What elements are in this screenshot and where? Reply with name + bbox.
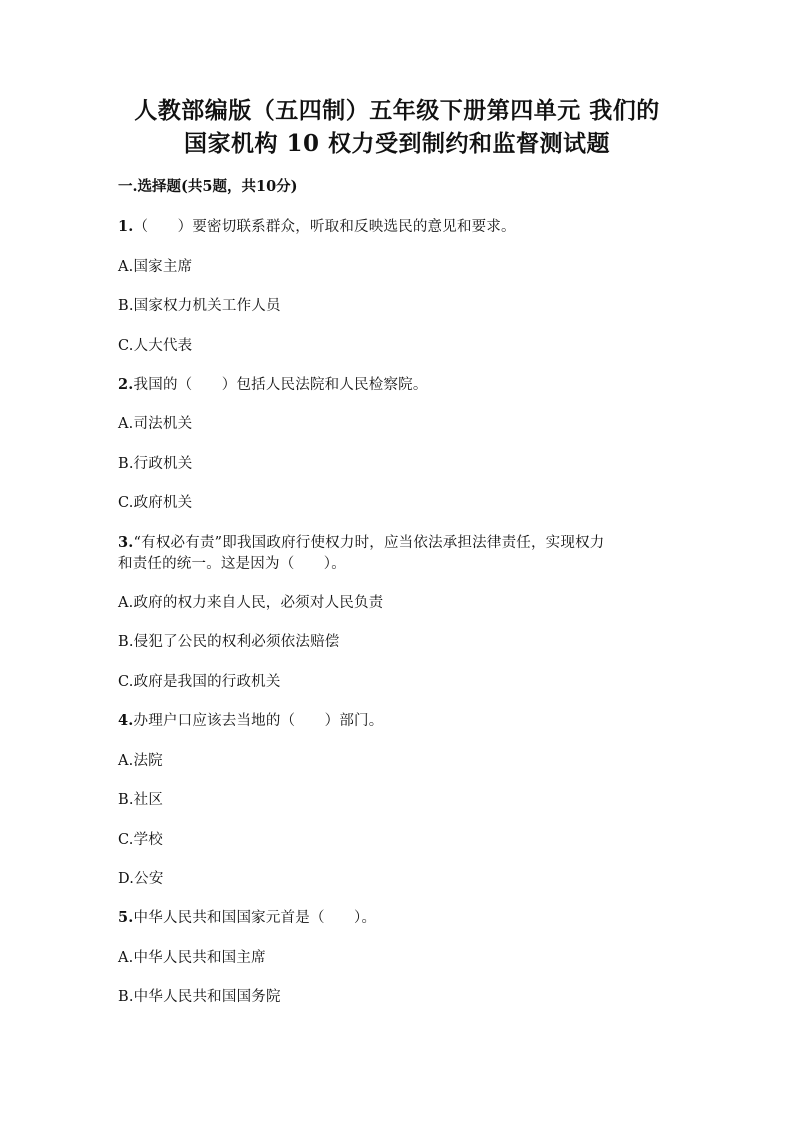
question-1-option-c: C.人大代表 xyxy=(118,338,193,354)
question-1-option-b: B.国家权力机关工作人员 xyxy=(118,298,281,314)
question-3-stem-line-1 xyxy=(118,532,604,554)
question-4-stem xyxy=(118,710,383,732)
question-4-option-c: C.学校 xyxy=(118,832,163,848)
document-title-line-2: 国家机构 10 权力受到制约和监督测试题 xyxy=(183,130,611,157)
question-3-stem-line-2: 和责任的统一。这是因为（ ）。 xyxy=(118,556,346,572)
question-2-number: 2. xyxy=(118,376,134,393)
question-4-option-a: A.法院 xyxy=(118,753,163,769)
question-5-stem xyxy=(118,907,376,929)
question-1-number: 1. xyxy=(118,218,134,235)
question-4-text: 办理户口应该去当地的（ ）部门。 xyxy=(133,713,384,729)
document-title-line-1: 人教部编版（五四制）五年级下册第四单元 我们的 xyxy=(134,97,660,124)
question-2-option-b: B.行政机关 xyxy=(118,456,193,472)
question-2-option-c: C.政府机关 xyxy=(118,495,193,511)
question-1-text: （ ）要密切联系群众，听取和反映选民的意见和要求。 xyxy=(133,219,516,235)
question-3-option-c: C.政府是我国的行政机关 xyxy=(118,674,281,690)
question-3-number: 3. xyxy=(118,534,134,551)
question-2-text: 我国的（ ）包括人民法院和人民检察院。 xyxy=(133,377,428,393)
question-4-number: 4. xyxy=(118,712,134,729)
question-3-option-a: A.政府的权力来自人民，必须对人民负责 xyxy=(118,595,384,611)
question-1-stem xyxy=(118,216,516,238)
question-2-stem xyxy=(118,374,428,396)
question-5-number: 5. xyxy=(118,909,134,926)
section-heading: 一.选择题(共5题，共10分) xyxy=(118,178,298,195)
question-5-option-b: B.中华人民共和国国务院 xyxy=(118,989,281,1005)
question-2-option-a: A.司法机关 xyxy=(118,416,193,432)
question-3-text-line-1: “有权必有责”即我国政府行使权力时，应当依法承担法律责任，实现权力 xyxy=(133,535,605,551)
question-5-text: 中华人民共和国国家元首是（ ）。 xyxy=(133,910,377,926)
question-4-option-b: B.社区 xyxy=(118,792,164,808)
question-4-option-d: D.公安 xyxy=(118,871,164,887)
question-5-option-a: A.中华人民共和国主席 xyxy=(118,950,266,966)
question-3-option-b: B.侵犯了公民的权利必须依法赔偿 xyxy=(118,634,340,650)
question-1-option-a: A.国家主席 xyxy=(118,259,193,275)
